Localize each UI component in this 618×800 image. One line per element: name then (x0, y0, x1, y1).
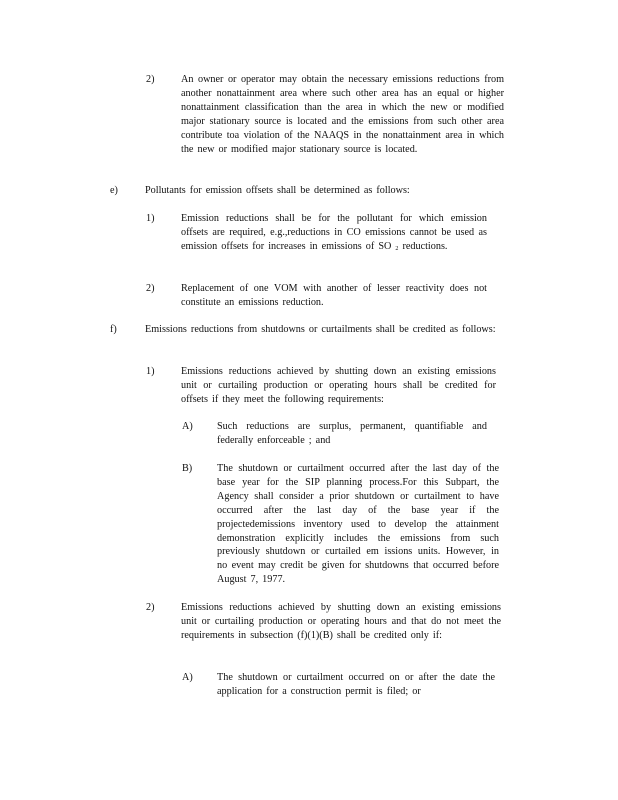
item-text: The shutdown or curtailment occurred on or after the date the application for a construction permit is filed; or (217, 672, 495, 697)
item-text: An owner or operator may obtain the necessary emissions reductions from another nonattainment area where such other area has an equal or higher nonattainment classification than the area in which the new or modified major stationary source is located and the emissions from such other area contribute toa violation of the NAAQS in the nonattainment area in which the new or modified major stationary source is located. (181, 74, 504, 155)
item-marker: 1) (146, 213, 155, 224)
item-marker: 2) (146, 283, 155, 294)
subscript: 2 (395, 245, 399, 252)
item-marker: 1) (146, 366, 155, 377)
section-text: Emissions reductions from shutdowns or curtailments shall be credited as follows: (145, 324, 496, 335)
item-text: The shutdown or curtailment occurred after the last day of the base year for the SIP planning process.For this Subpart, the Agency shall consider a prior shutdown or curtailment to have occurred after the last day of the base year if the projectedemissions inventory used to develop the attainment demonstration explicitly includes the emissions from such previously shutdown or curtailed em issions units. However, in no event may credit be given for shutdowns that occurred before August 7, 1977. (217, 463, 499, 586)
item-text-after: reductions. (402, 240, 448, 252)
section-marker: f) (110, 324, 117, 335)
item-text: Replacement of one VOM with another of lesser reactivity does not constitute an emissions reduction. (181, 283, 487, 308)
item-text-before: Emission reductions shall be for the pollutant for which emission offsets are required, e.g.,reductions in CO emissions cannot be used as emission offsets for increases in emissions of SO (181, 213, 487, 252)
item-text: Such reductions are surplus, permanent, quantifiable and federally enforceable ; and (217, 421, 487, 446)
item-marker: 2) (146, 602, 155, 613)
item-marker: 2) (146, 74, 155, 85)
item-text: Emissions reductions achieved by shutting down an existing emissions unit or curtailing production or operating hours and that do not meet the requirements in subsection (f)(1)(B) shall be credited only if: (181, 602, 501, 641)
item-text (181, 212, 487, 254)
item-text: Emissions reductions achieved by shutting down an existing emissions unit or curtailing production or operating hours shall be credited for offsets if they meet the following requirements: (181, 366, 496, 405)
section-marker: e) (110, 185, 118, 196)
section-text: Pollutants for emission offsets shall be determined as follows: (145, 185, 410, 196)
item-marker: A) (182, 672, 193, 683)
item-marker: A) (182, 421, 193, 432)
item-marker: B) (182, 463, 193, 474)
